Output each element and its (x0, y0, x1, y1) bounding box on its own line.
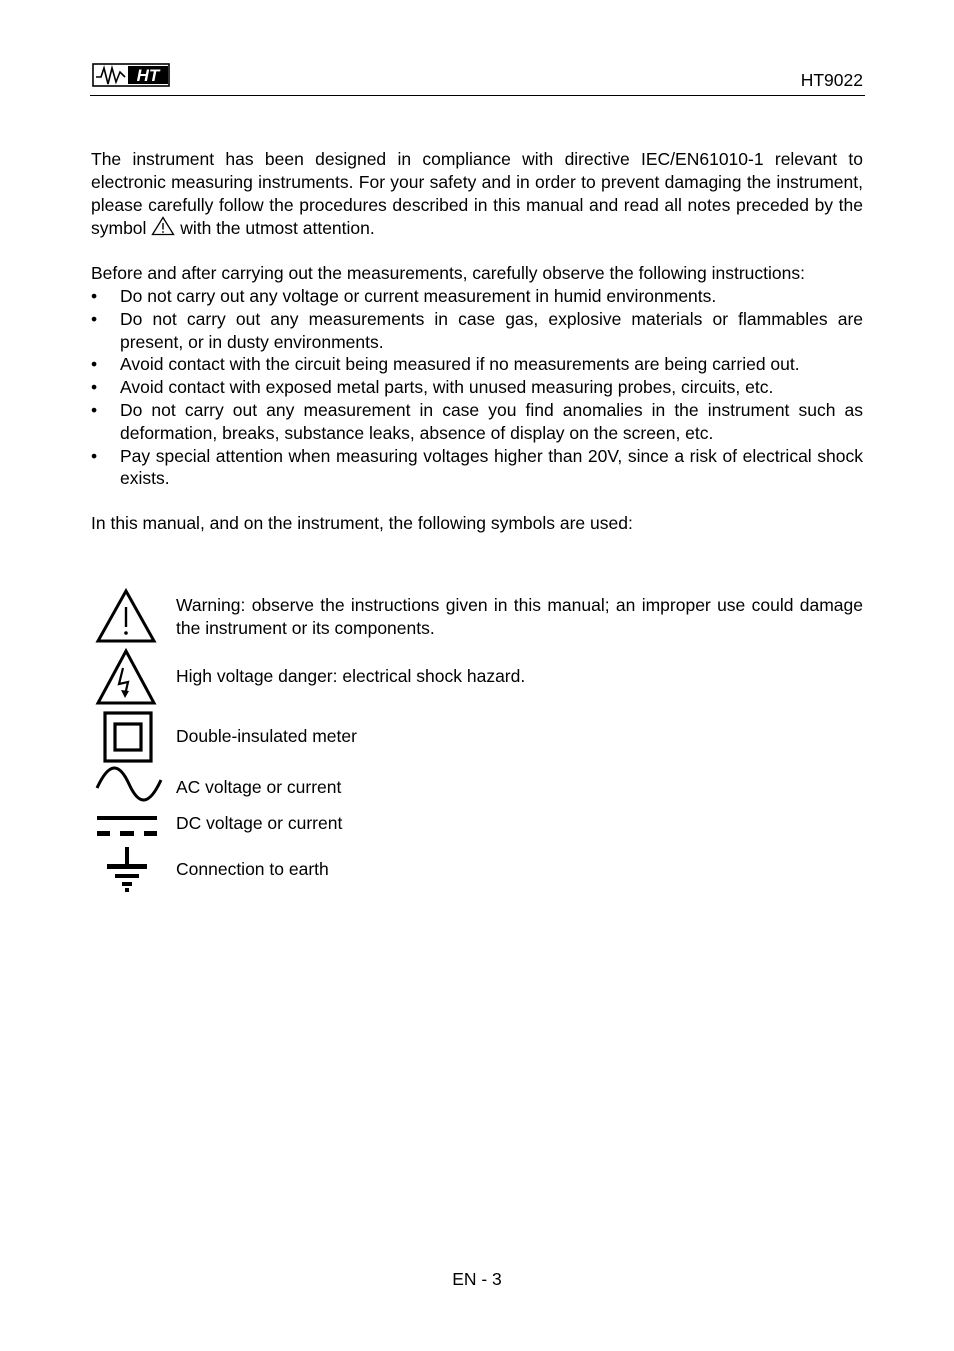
list-item (91, 399, 863, 445)
svg-text:HT: HT (136, 66, 160, 85)
list-item (91, 308, 863, 354)
intro-paragraph (91, 148, 863, 240)
list-item-text: Do not carry out any measurement in case you find anomalies in the instrument such as deformation, breaks, substance leaks, absence of display on the screen, etc. (120, 399, 863, 443)
bullet-icon: • (91, 377, 98, 398)
high-voltage-icon (95, 648, 157, 706)
list-item-text: Do not carry out any voltage or current measurement in humid environments. (120, 285, 717, 306)
intro-text: The instrument has been designed in compliance with directive IEC/EN61010-1 relevant to electronic measuring instruments. For your safety and in order to prevent damaging the instrument, please carefully follow the procedures described in this manual and read all notes preceded by the symbol (91, 149, 863, 239)
list-item-text: Avoid contact with exposed metal parts, with unused measuring probes, circuits, etc. (120, 377, 774, 398)
list-item (91, 445, 863, 491)
page-header (90, 58, 865, 96)
list-item (91, 285, 863, 308)
warning-icon (151, 216, 175, 236)
bullet-icon: • (91, 354, 98, 375)
model-number: HT9022 (800, 70, 863, 90)
symbol-text: Connection to earth (176, 859, 329, 879)
bullet-icon: • (91, 285, 98, 306)
bullet-icon: • (91, 399, 98, 420)
ht-logo (92, 60, 172, 90)
symbols-intro: In this manual, and on the instrument, the following symbols are used: (91, 513, 633, 534)
warning-triangle-icon (95, 588, 157, 644)
symbol-text: Warning: observe the instructions given in this manual; an improper use could damage the instrument or its components. (176, 595, 863, 638)
symbol-text: Double-insulated meter (176, 726, 357, 746)
double-insulation-icon (95, 711, 157, 763)
bullet-icon: • (91, 308, 98, 329)
list-item (91, 353, 863, 376)
dc-icon (95, 812, 159, 842)
safety-content (91, 148, 863, 535)
list-item-text: Avoid contact with the circuit being measured if no measurements are being carried out. (120, 354, 800, 375)
page-number: EN - 3 (452, 1269, 502, 1289)
list-item (91, 376, 863, 399)
instructions-lead: Before and after carrying out the measurements, carefully observe the following instructions: (91, 263, 805, 284)
symbol-text: DC voltage or current (176, 813, 343, 833)
list-item-text: Pay special attention when measuring voltages higher than 20V, since a risk of electrical shock exists. (120, 445, 863, 489)
earth-ground-icon (95, 846, 159, 894)
symbol-text: High voltage danger: electrical shock hazard. (176, 666, 526, 686)
instructions-list (91, 285, 863, 490)
symbol-text: AC voltage or current (176, 777, 342, 797)
intro-text-end: with the utmost attention. (180, 218, 375, 239)
bullet-icon: • (91, 445, 98, 466)
ac-sine-icon (95, 766, 163, 804)
list-item-text: Do not carry out any measurements in case gas, explosive materials or flammables are present, or in dusty environments. (120, 308, 863, 352)
